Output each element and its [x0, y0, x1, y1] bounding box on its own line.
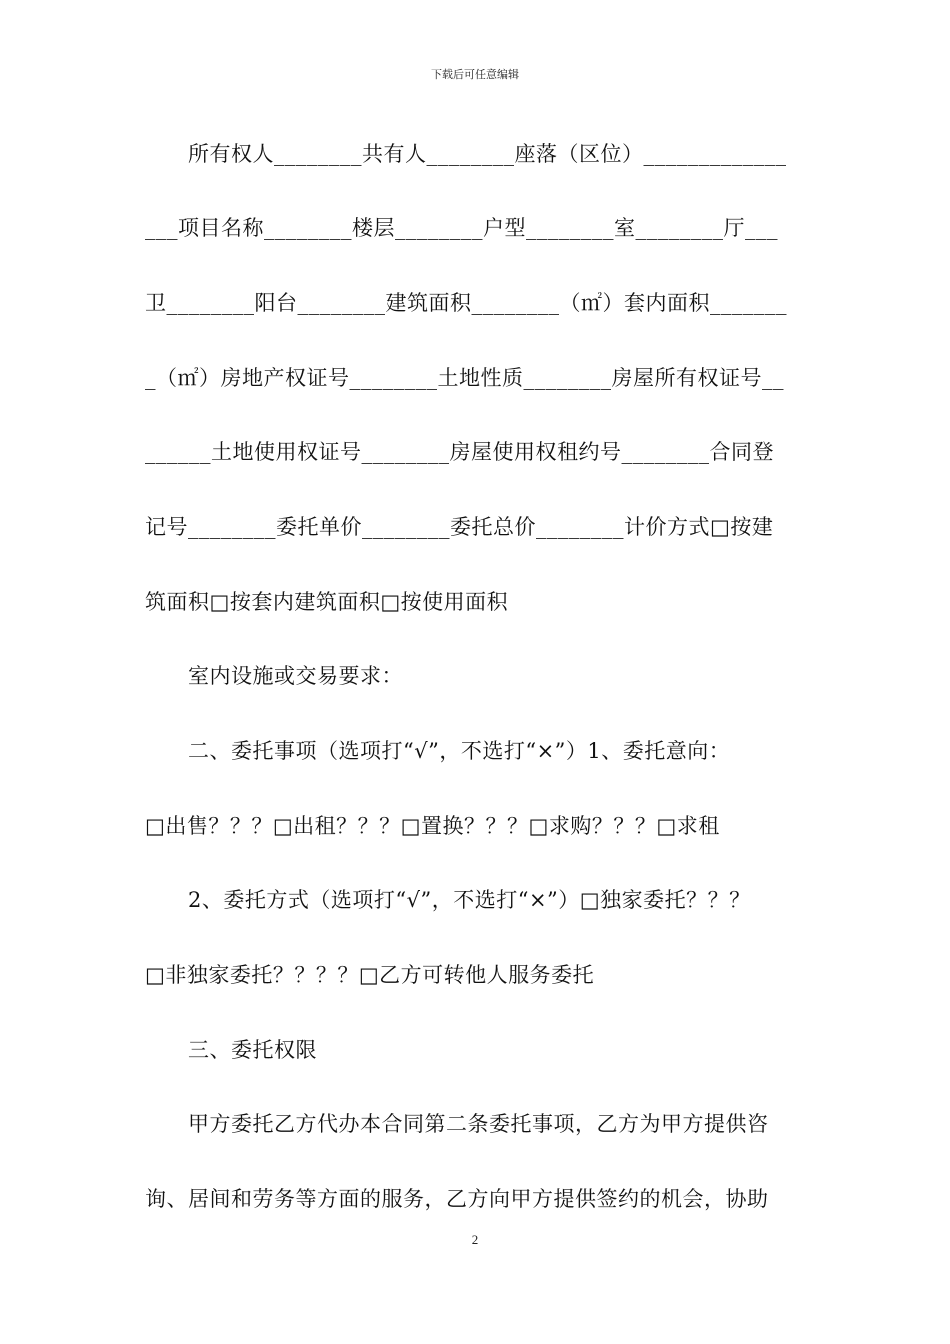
text-line: 室内设施或交易要求：	[145, 664, 403, 688]
text-line: 询、居间和劳务等方面的服务，乙方向甲方提供签约的机会，协助	[145, 1187, 769, 1211]
text-line: 甲方委托乙方代办本合同第二条委托事项，乙方为甲方提供咨	[145, 1112, 769, 1136]
text-line: 三、委托权限	[145, 1038, 317, 1062]
text-line: 所有权人________共有人________座落（区位）_____________	[145, 142, 787, 166]
text-line: 卫________阳台________建筑面积________（㎡）套内面积_______	[145, 291, 787, 315]
text-line: 记号________委托单价________委托总价________计价方式□按建	[145, 515, 774, 539]
text-line: 二、委托事项（选项打“√”，不选打“×”）1、委托意向：	[145, 739, 731, 763]
text-line: □非独家委托？？？？□乙方可转他人服务委托	[145, 963, 595, 987]
text-line: 2、委托方式（选项打“√”，不选打“×”）□独家委托？？？	[145, 888, 751, 912]
text-line: □出售？？？□出租？？？□置换？？？□求购？？？□求租	[145, 814, 720, 838]
text-line: 筑面积□按套内建筑面积□按使用面积	[145, 590, 509, 614]
page-number: 2	[471, 1232, 479, 1247]
page-header: 下载后可任意编辑	[431, 68, 519, 81]
text-line: ______土地使用权证号________房屋使用权租约号________合同登	[145, 440, 774, 464]
text-line: _（㎡）房地产权证号________土地性质________房屋所有权证号__	[145, 366, 784, 390]
text-line: ___项目名称________楼层________户型________室________厅___	[145, 216, 778, 240]
